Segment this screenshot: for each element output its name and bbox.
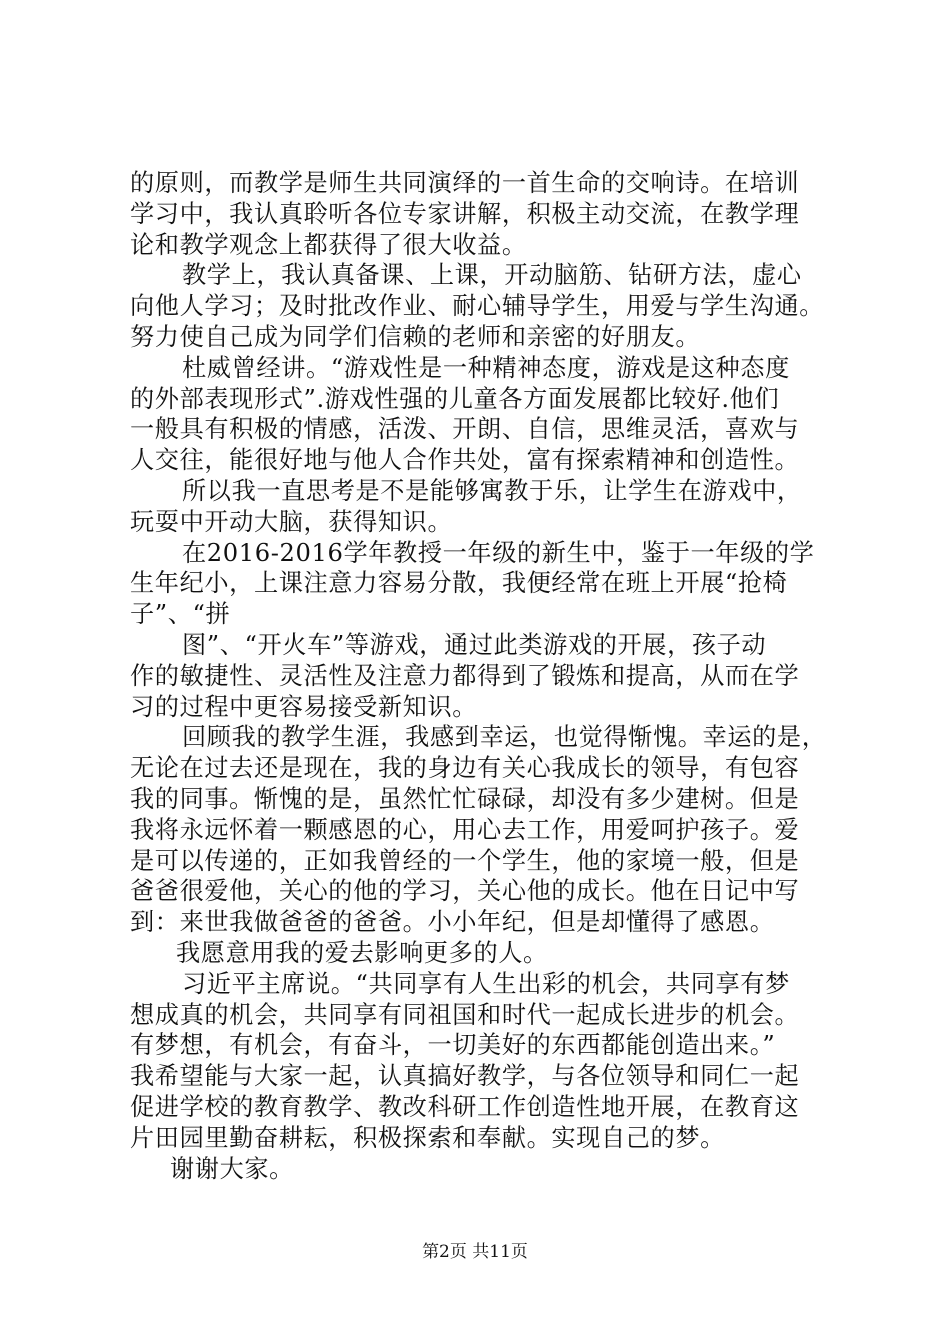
- text-line: 一般具有积极的情感，活泼、开朗、自信，思维灵活，喜欢与: [130, 415, 800, 444]
- text-line: 我将永远怀着一颗感恩的心，用心去工作，用爱呵护孩子。爱: [130, 815, 800, 844]
- text-line: 我希望能与大家一起，认真搞好教学，与各位领导和同仁一起: [130, 1062, 800, 1091]
- text-line: 回顾我的教学生涯，我感到幸运，也觉得惭愧。幸运的是，: [182, 723, 827, 752]
- text-line: 我愿意用我的爱去影响更多的人。: [176, 938, 548, 967]
- text-line: 我的同事。惭愧的是，虽然忙忙碌碌，却没有多少建树。但是: [130, 784, 800, 813]
- text-line: 在2016-2016学年教授一年级的新生中，鉴于一年级的学: [182, 538, 815, 567]
- text-line: 所以我一直思考是不是能够寓教于乐，让学生在游戏中，: [182, 476, 802, 505]
- text-line: 论和教学观念上都获得了很大收益。: [130, 230, 527, 259]
- text-line: 向他人学习；及时批改作业、耐心辅导学生，用爱与学生沟通。: [130, 292, 825, 321]
- text-line: 谢谢大家。: [170, 1154, 294, 1183]
- text-line: 习近平主席说。“共同享有人生出彩的机会，共同享有梦: [182, 969, 790, 998]
- text-line: 努力使自己成为同学们信赖的老师和亲密的好朋友。: [130, 322, 701, 351]
- text-line: 玩耍中开动大脑，获得知识。: [130, 507, 453, 536]
- text-line: 的原则，而教学是师生共同演绎的一首生命的交响诗。在培训: [130, 169, 800, 197]
- text-line: 人交往，能很好地与他人合作共处，富有探索精神和创造性。: [130, 446, 800, 475]
- text-line: 生年纪小，上课注意力容易分散，我便经常在班上开展“抢椅: [130, 569, 788, 598]
- text-line: 到：来世我做爸爸的爸爸。小小年纪，但是却懂得了感恩。: [130, 908, 775, 937]
- text-line: 图”、“开火车”等游戏，通过此类游戏的开展，孩子动: [182, 630, 767, 659]
- text-line: 教学上，我认真备课、上课，开动脑筋、钻研方法，虚心: [182, 261, 802, 290]
- text-line: 无论在过去还是现在，我的身边有关心我成长的领导，有包容: [130, 754, 800, 783]
- page-footer: 第2页 共11页: [422, 1242, 528, 1262]
- text-line: 有梦想，有机会，有奋斗，一切美好的东西都能创造出来。”: [130, 1031, 776, 1060]
- text-line: 是可以传递的，正如我曾经的一个学生，他的家境一般，但是: [130, 846, 800, 875]
- text-line: 片田园里勤奋耕耘，积极探索和奉献。实现自己的梦。: [130, 1123, 725, 1152]
- text-line: 爸爸很爱他，关心的他的学习，关心他的成长。他在日记中写: [130, 877, 800, 906]
- text-line: 促进学校的教育教学、教改科研工作创造性地开展，在教育这: [130, 1092, 800, 1121]
- text-line: 的外部表现形式”.游戏性强的儿童各方面发展都比较好.他们: [130, 384, 780, 413]
- text-line: 学习中，我认真聆听各位专家讲解，积极主动交流，在教学理: [130, 199, 800, 228]
- text-line: 作的敏捷性、灵活性及注意力都得到了锻炼和提高，从而在学: [130, 661, 800, 690]
- text-line: 想成真的机会，共同享有同祖国和时代一起成长进步的机会。: [130, 1000, 800, 1029]
- text-line: 子”、“拼: [130, 600, 231, 629]
- text-line: 杜威曾经讲。“游戏性是一种精神态度，游戏是这种态度: [182, 353, 790, 382]
- document-body: [130, 168, 840, 1184]
- text-line: 习的过程中更容易接受新知识。: [130, 692, 478, 721]
